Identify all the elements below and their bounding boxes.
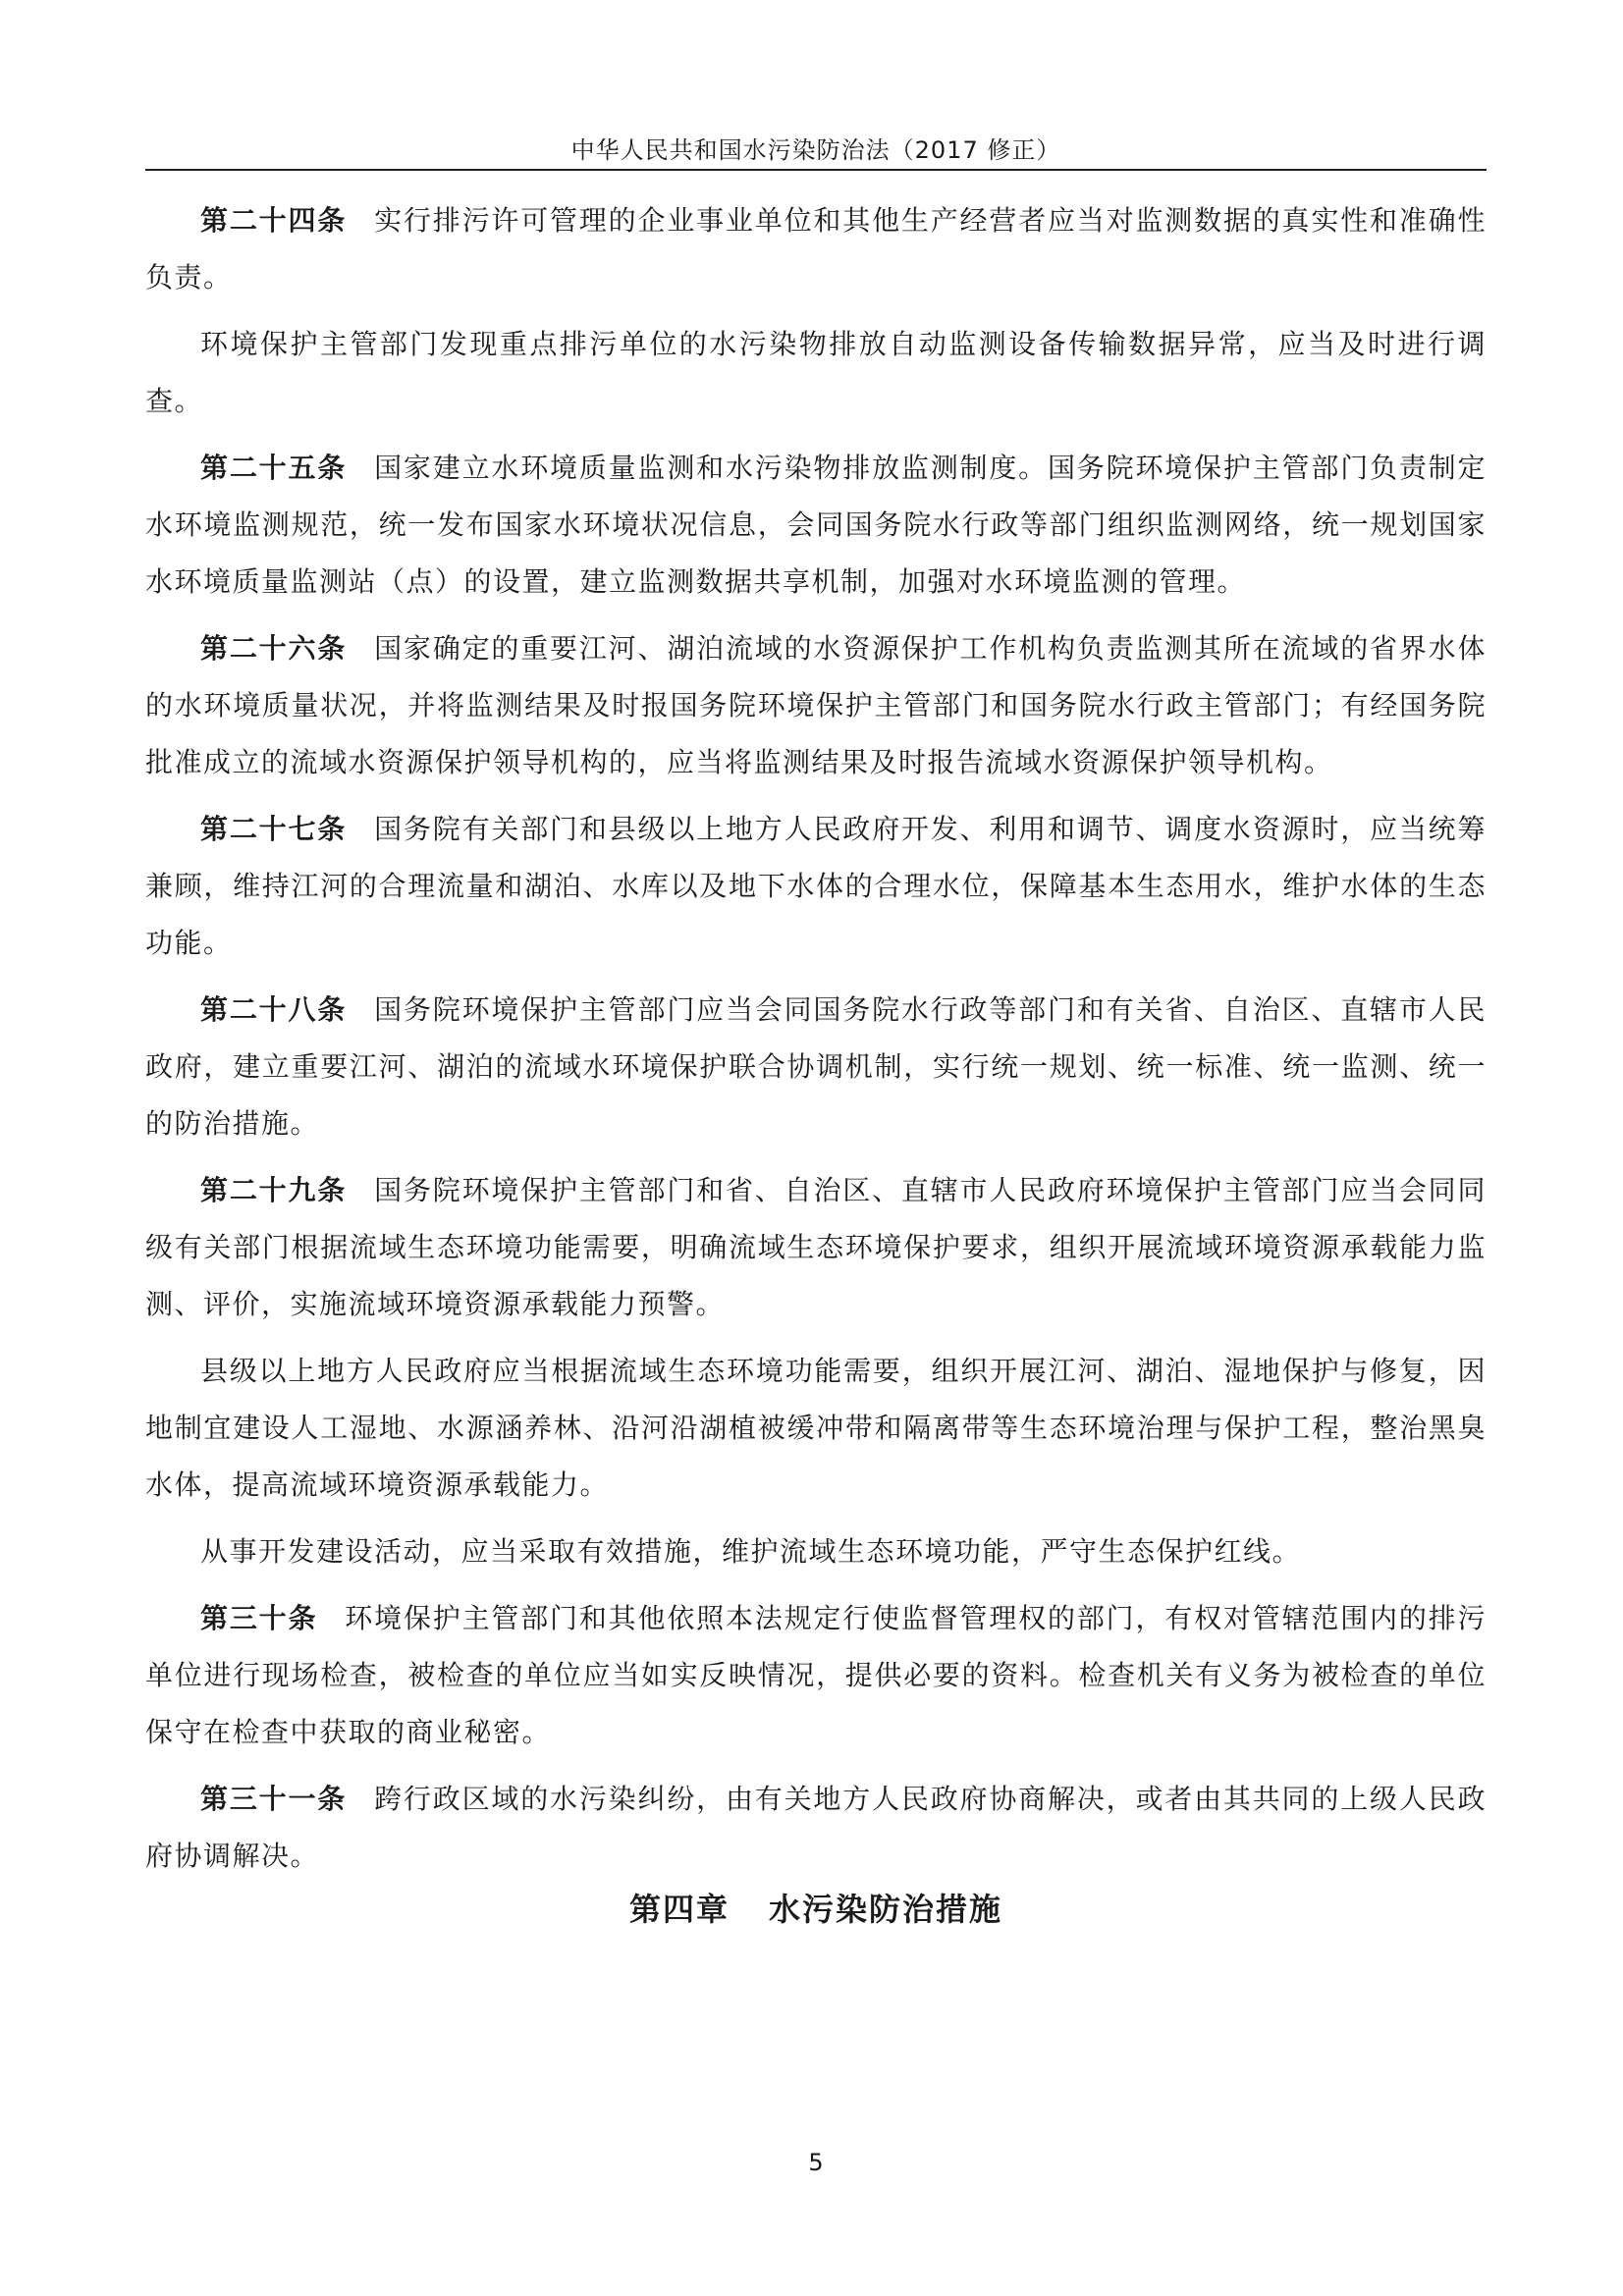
article-number: 第二十八条: [200, 993, 348, 1026]
article-24: [145, 192, 1487, 306]
article-24-clause-2: [145, 316, 1487, 430]
article-29-clause-2: [145, 1343, 1487, 1514]
article-number: 第二十四条: [200, 204, 348, 237]
article-text: 国家建立水环境质量监测和水污染物排放监测制度。国务院环境保护主管部门负责制定水环境监测规范，统一发布国家水环境状况信息，会同国务院水行政等部门组织监测网络，统一规划国家水环境质量监测站（点）的设置，建立监测数据共享机制，加强对水环境监测的管理。: [145, 452, 1487, 598]
article-text: 国务院环境保护主管部门和省、自治区、直辖市人民政府环境保护主管部门应当会同同级有关部门根据流域生态环境功能需要，明确流域生态环境保护要求，组织开展流域环境资源承载能力监测、评价，实施流域环境资源承载能力预警。: [145, 1174, 1487, 1320]
article-31: [145, 1771, 1487, 1885]
article-number: 第二十六条: [200, 632, 348, 665]
article-text: 国家确定的重要江河、湖泊流域的水资源保护工作机构负责监测其所在流域的省界水体的水环境质量状况，并将监测结果及时报国务院环境保护主管部门和国务院水行政主管部门；有经国务院批准成立的流域水资源保护领导机构的，应当将监测结果及时报告流域水资源保护领导机构。: [145, 632, 1487, 778]
article-29: [145, 1162, 1487, 1333]
article-text: 环境保护主管部门发现重点排污单位的水污染物排放自动监测设备传输数据异常，应当及时进行调查。: [145, 328, 1487, 417]
article-number: 第三十条: [200, 1602, 318, 1634]
page-number: 5: [808, 2149, 824, 2176]
article-26: [145, 620, 1487, 791]
article-text: 县级以上地方人民政府应当根据流域生态环境功能需要，组织开展江河、湖泊、湿地保护与修复，因地制宜建设人工湿地、水源涵养林、沿河沿湖植被缓冲带和隔离带等生态环境治理与保护工程，整治黑臭水体，提高流域环境资源承载能力。: [145, 1355, 1487, 1501]
running-header: 中华人民共和国水污染防治法（2017 修正）: [570, 136, 1061, 164]
article-29-clause-3: [145, 1523, 1487, 1580]
article-text: 跨行政区域的水污染纠纷，由有关地方人民政府协商解决，或者由其共同的上级人民政府协调解决。: [145, 1783, 1487, 1872]
article-number: 第二十七条: [200, 813, 348, 845]
article-text: 实行排污许可管理的企业事业单位和其他生产经营者应当对监测数据的真实性和准确性负责。: [145, 204, 1487, 294]
chapter-number: 第四章: [628, 1891, 730, 1928]
article-27: [145, 801, 1487, 972]
article-text: 从事开发建设活动，应当采取有效措施，维护流域生态环境功能，严守生态保护红线。: [200, 1535, 1302, 1568]
header-rule: [145, 169, 1487, 171]
article-text: 国务院环境保护主管部门应当会同国务院水行政等部门和有关省、自治区、直辖市人民政府，建立重要江河、湖泊的流域水环境保护联合协调机制，实行统一规划、统一标准、统一监测、统一的防治措施。: [145, 993, 1487, 1140]
article-25: [145, 440, 1487, 611]
article-text: 环境保护主管部门和其他依照本法规定行使监督管理权的部门，有权对管辖范围内的排污单位进行现场检查，被检查的单位应当如实反映情况，提供必要的资料。检查机关有义务为被检查的单位保守在检查中获取的商业秘密。: [145, 1602, 1487, 1748]
article-30: [145, 1590, 1487, 1761]
chapter-heading: [145, 1888, 1487, 1931]
chapter-title: 水污染防治措施: [769, 1891, 1003, 1928]
article-text: 国务院有关部门和县级以上地方人民政府开发、利用和调节、调度水资源时，应当统筹兼顾，维持江河的合理流量和湖泊、水库以及地下水体的合理水位，保障基本生态用水，维护水体的生态功能。: [145, 813, 1487, 959]
article-number: 第二十五条: [200, 452, 348, 484]
article-number: 第三十一条: [200, 1783, 348, 1815]
document-body: [145, 192, 1487, 1895]
article-number: 第二十九条: [200, 1174, 348, 1206]
article-28: [145, 982, 1487, 1152]
